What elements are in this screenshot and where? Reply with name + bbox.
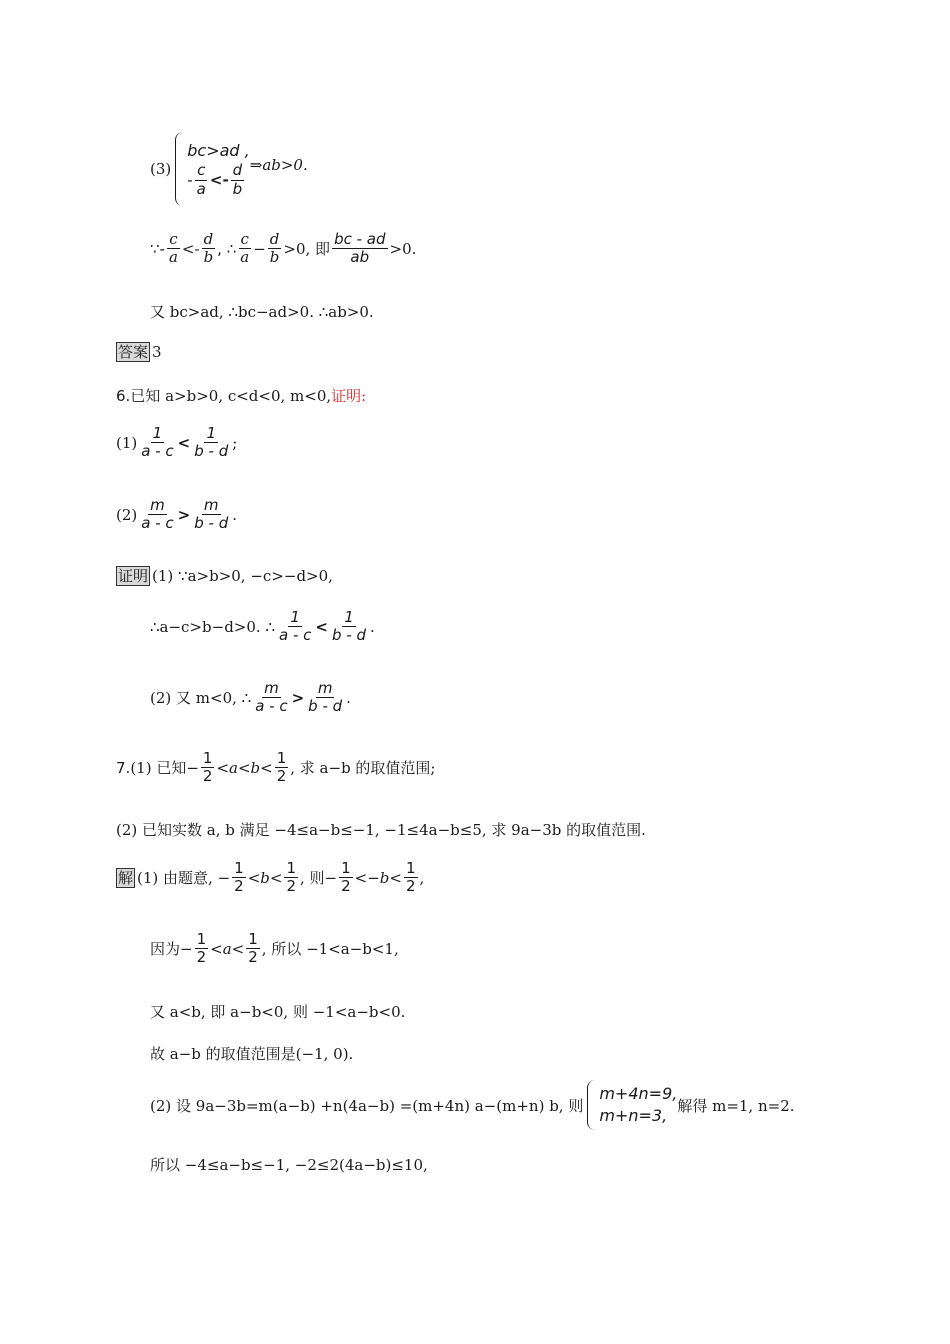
equation-line-2: m+n=3,: [599, 1106, 668, 1125]
q6-part1: [116, 425, 237, 461]
relation-sign: >: [291, 688, 305, 707]
q7-part1: [116, 750, 436, 786]
punctuation: ;: [232, 433, 238, 452]
fraction-one-half: $\frac{1}{2}$: [286, 859, 296, 896]
fraction-m-over-a-c: $\frac{m}{a - c}$: [141, 496, 174, 533]
minus-sign: -: [187, 171, 193, 189]
solution-text: 解得 m=1, n=2.: [677, 1096, 795, 1115]
system-line-1: bc>ad ,: [187, 141, 250, 161]
q7-solution-line2: [150, 931, 399, 967]
fraction-m-over-b-d: $\frac{m}{b - d}$: [194, 496, 229, 533]
solution-tag: 解: [118, 868, 134, 887]
fraction-one-half: $\frac{1}{2}$: [196, 930, 207, 967]
less-than-minus: <-: [181, 239, 200, 258]
because-symbol: ∵-: [150, 239, 165, 258]
fraction-d-over-b: $\frac{d}{b}$: [203, 230, 214, 267]
relation-sign: <: [177, 433, 191, 452]
fraction-one-half: $\frac{1}{2}$: [405, 859, 416, 896]
q7-solution-line1: [116, 860, 424, 896]
fraction-c-over-a: $\frac{c}{a}$: [168, 230, 178, 267]
fraction-d-over-b: $\frac{d}{b}$: [269, 230, 280, 267]
q5-part3-system: [150, 132, 308, 206]
q6-proof-line3: [150, 680, 351, 716]
q7-part2: (2) 已知实数 a, b 满足 −4≤a−b≤−1, −1≤4a−b≤5, 求 9a−3b 的取值范围.: [116, 821, 646, 839]
fraction-1-over-a-c: $\frac{1}{a - c}$: [141, 424, 174, 461]
q5-answer: [116, 342, 162, 362]
greater-zero-text: >0, 即: [283, 240, 331, 259]
answer-value: 3: [152, 343, 162, 361]
question-number: 7.: [116, 758, 131, 777]
fraction-m-over-b-d: $\frac{m}{b - d}$: [308, 679, 343, 716]
inequality-text: <a<b<: [216, 758, 273, 777]
fraction-bc-ad-over-ab: $\frac{bc - ad}{ab}$: [334, 230, 386, 267]
system-lines: [187, 140, 250, 198]
relation-sign: <: [315, 617, 328, 636]
q7-solution-line4: 故 a−b 的取值范围是(−1, 0).: [150, 1045, 354, 1063]
q7-solution-line3: 又 a<b, 即 a−b<0, 则 −1<a−b<0.: [150, 1003, 406, 1021]
system-line-2: [187, 162, 250, 198]
solution-text: , 则−: [299, 869, 338, 888]
q5-part3-result: ⇒ab>0.: [249, 156, 308, 174]
q6-proof-line1: [116, 566, 333, 586]
inequality-text: <b<: [247, 868, 283, 887]
question-text: , 求 a−b 的取值范围;: [290, 759, 436, 778]
question-text: (1) 已知−: [130, 759, 199, 778]
fraction-c-over-a: $\frac{c}{a}$: [240, 230, 250, 267]
solution-text: 因为−: [150, 940, 193, 959]
q6-stem: [116, 385, 366, 406]
therefore-symbol: , ∴: [217, 239, 237, 258]
fraction-one-half: $\frac{1}{2}$: [276, 749, 287, 786]
fraction-one-half: $\frac{1}{2}$: [248, 930, 258, 967]
fraction-1-over-a-c: $\frac{1}{a - c}$: [279, 608, 312, 645]
part-label: (2): [116, 505, 138, 524]
part-label: (1): [116, 433, 138, 452]
punctuation: .: [369, 617, 375, 636]
proof-text: (1) ∵a>b>0, −c>−d>0,: [152, 567, 333, 585]
equation-system: [599, 1083, 677, 1127]
punctuation: .: [346, 688, 351, 707]
punctuation: .: [232, 505, 237, 524]
q7-solution-line6: 所以 −4≤a−b≤−1, −2≤2(4a−b)≤10,: [150, 1156, 428, 1174]
q6-proof-line2: [150, 609, 375, 645]
fraction-one-half: $\frac{1}{2}$: [202, 749, 213, 786]
punctuation: ,: [419, 868, 425, 887]
solution-text: (2) 设 9a−3b=m(a−b) +n(4a−b) =(m+4n) a−(m+n) b, 则: [150, 1096, 584, 1115]
q6-part2: [116, 497, 237, 533]
fraction-d-over-b: $\frac{d}{b}$: [232, 161, 243, 198]
prove-label: 证明:: [331, 387, 367, 405]
question-stem: 已知 a>b>0, c<d<0, m<0,: [130, 387, 332, 405]
fraction-m-over-a-c: $\frac{m}{a - c}$: [255, 679, 288, 716]
fraction-1-over-b-d: $\frac{1}{b - d}$: [194, 424, 229, 461]
question-number: 6.: [116, 386, 131, 405]
q5-because-line: [150, 231, 416, 267]
inequality-text: <−b<: [354, 868, 402, 887]
less-than-minus: <-: [209, 171, 229, 189]
relation-sign: >: [177, 505, 191, 524]
q5-part3-label: (3): [150, 160, 172, 178]
equation-line-1: m+4n=9,: [599, 1084, 678, 1103]
fraction-one-half: $\frac{1}{2}$: [341, 859, 351, 896]
solution-text: , 所以 −1<a−b<1,: [261, 940, 399, 959]
inequality-text: <a<: [210, 939, 245, 958]
left-brace: [587, 1080, 596, 1130]
proof-text: ∴a−c>b−d>0. ∴: [150, 617, 275, 636]
proof-tag: 证明: [118, 567, 149, 585]
fraction-1-over-b-d: $\frac{1}{b - d}$: [331, 608, 366, 645]
q7-solution-line5: [150, 1080, 795, 1130]
end-text: >0.: [389, 239, 417, 258]
answer-tag: 答案: [118, 343, 149, 361]
fraction-one-half: $\frac{1}{2}$: [234, 859, 244, 896]
minus-sign: −: [253, 239, 266, 258]
q5-also-line: 又 bc>ad, ∴bc−ad>0. ∴ab>0.: [150, 303, 374, 321]
fraction-c-over-a: $\frac{c}{a}$: [196, 161, 206, 198]
proof-text: (2) 又 m<0, ∴: [150, 689, 252, 708]
left-brace: [175, 132, 184, 206]
solution-text: (1) 由题意, −: [137, 869, 231, 888]
